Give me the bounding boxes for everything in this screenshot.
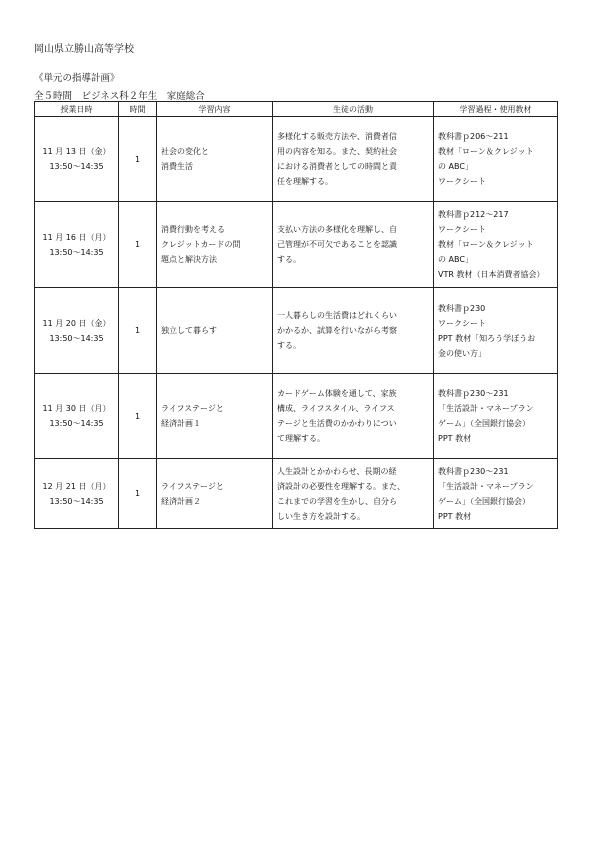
lesson-content-cell: [157, 288, 273, 374]
material-line: 教科書ｐ230: [438, 303, 486, 313]
student-activity-cell: [273, 202, 434, 288]
material-cell: [434, 117, 558, 202]
activity-line: する。: [277, 255, 301, 264]
material-line: 「生活設計・マネープラン: [438, 481, 534, 491]
student-activity-cell: [273, 459, 434, 529]
activity-line: 多様化する販売方法や、消費者信: [277, 132, 397, 141]
table-row: [35, 117, 558, 202]
content-line: 消費行動を考える: [161, 225, 225, 234]
lesson-plan-table: [34, 101, 558, 529]
activity-line: 済設計の必要性を理解する。また、: [277, 481, 405, 491]
lesson-hours: 1: [119, 288, 157, 374]
lesson-hours: 1: [119, 459, 157, 529]
lesson-date-cell: [35, 117, 119, 202]
lesson-date: 12 月 21 日（月）: [42, 481, 111, 491]
lesson-date-cell: [35, 288, 119, 374]
lesson-hours: 1: [119, 202, 157, 288]
activity-line: て理解する。: [277, 434, 325, 443]
material-line: ゲーム」（全国銀行協会）: [438, 496, 530, 506]
activity-line: かかるか、試算を行いながら考察: [277, 326, 397, 335]
activity-line: カードゲーム体験を通して、家族: [277, 389, 397, 398]
header-hours: 時間: [119, 102, 157, 117]
activity-line: 一人暮らしの生活費はどれくらい: [277, 311, 397, 320]
lesson-date-cell: [35, 202, 119, 288]
lesson-date: 11 月 20 日（金）: [42, 318, 111, 328]
content-line: 経済計画２: [161, 496, 201, 506]
lesson-content-cell: [157, 374, 273, 459]
lesson-date-cell: [35, 374, 119, 459]
lesson-time: 13:50〜14:35: [49, 419, 104, 428]
table-row: [35, 459, 558, 529]
lesson-content-cell: [157, 117, 273, 202]
activity-line: 支払い方法の多様化を理解し、自: [277, 225, 397, 234]
material-line: ゲーム」（全国銀行協会）: [438, 419, 530, 428]
content-line: 経済計画１: [161, 419, 201, 428]
student-activity-cell: [273, 374, 434, 459]
material-line: 教材「ローン＆クレジット: [438, 240, 534, 249]
material-cell: [434, 288, 558, 374]
student-activity-cell: [273, 117, 434, 202]
lesson-content-cell: [157, 202, 273, 288]
school-name: 岡山県立勝山高等学校: [34, 44, 134, 55]
header-date: 授業日時: [35, 102, 119, 117]
lesson-hours: 1: [119, 374, 157, 459]
content-line: 題点と解決方法: [161, 255, 217, 264]
material-line: 教材「ローン＆クレジット: [438, 147, 534, 156]
table-header-row: [35, 102, 558, 117]
material-line: の ABC」: [438, 255, 473, 264]
material-line: の ABC」: [438, 162, 473, 171]
unit-plan-title: 《単元の指導計画》: [34, 73, 120, 84]
material-line: 教科書ｐ206〜211: [438, 132, 509, 141]
content-line: 独立して暮らす: [161, 326, 217, 335]
content-line: ライフステージと: [161, 481, 224, 491]
header-activity: 生徒の活動: [273, 102, 434, 117]
header-content: 学習内容: [157, 102, 273, 117]
lesson-date: 11 月 13 日（金）: [42, 147, 111, 156]
material-line: ワークシート: [438, 177, 486, 186]
activity-line: 任を理解する。: [277, 177, 333, 186]
material-cell: [434, 374, 558, 459]
student-activity-cell: [273, 288, 434, 374]
material-line: 「生活設計・マネープラン: [438, 404, 534, 413]
content-line: 社会の変化と: [161, 147, 209, 156]
activity-line: 用の内容を知る。また、契約社会: [277, 147, 397, 156]
lesson-date: 11 月 30 日（月）: [42, 404, 111, 413]
material-line: 教科書ｐ230〜231: [438, 389, 509, 398]
table-row: [35, 374, 558, 459]
content-line: ライフステージと: [161, 404, 224, 413]
material-line: ワークシート: [438, 318, 486, 328]
course-subtitle: 全５時間 ビジネス科２年生 家庭総合: [34, 91, 205, 102]
material-line: PPT 教材「知ろう学ぼうお: [438, 333, 536, 343]
lesson-time: 13:50〜14:35: [49, 496, 104, 506]
lesson-date-cell: [35, 459, 119, 529]
content-line: 消費生活: [161, 162, 193, 171]
lesson-time: 13:50〜14:35: [49, 333, 104, 343]
material-line: 教科書ｐ230〜231: [438, 466, 509, 476]
lesson-hours: 1: [119, 117, 157, 202]
material-cell: [434, 459, 558, 529]
activity-line: 構成、ライフスタイル、ライフス: [277, 404, 395, 413]
material-line: ワークシート: [438, 225, 486, 234]
activity-line: これまでの学習を生かし、自分ら: [277, 496, 397, 506]
lesson-time: 13:50〜14:35: [49, 247, 104, 257]
activity-line: しい生き方を設計する。: [277, 511, 365, 521]
activity-line: 人生設計とかかわらせ、長期の経: [277, 466, 397, 476]
material-line: 教科書ｐ212〜217: [438, 210, 509, 219]
content-line: クレジットカードの問: [161, 240, 241, 249]
material-cell: [434, 202, 558, 288]
material-line: PPT 教材: [438, 511, 472, 521]
activity-line: 己管理が不可欠であることを認識: [277, 240, 397, 249]
lesson-time: 13:50〜14:35: [49, 162, 104, 171]
lesson-date: 11 月 16 日（月）: [42, 232, 111, 242]
table-row: [35, 202, 558, 288]
activity-line: する。: [277, 341, 301, 350]
material-line: PPT 教材: [438, 434, 472, 443]
activity-line: テージと生活費のかかわりについ: [277, 419, 397, 428]
lesson-content-cell: [157, 459, 273, 529]
table-row: [35, 288, 558, 374]
header-material: 学習過程・使用教材: [434, 102, 558, 117]
activity-line: における消費者としての時間と責: [277, 162, 397, 171]
material-line: 金の使い方」: [438, 348, 486, 358]
material-line: VTR 教材（日本消費者協会）: [438, 270, 545, 279]
